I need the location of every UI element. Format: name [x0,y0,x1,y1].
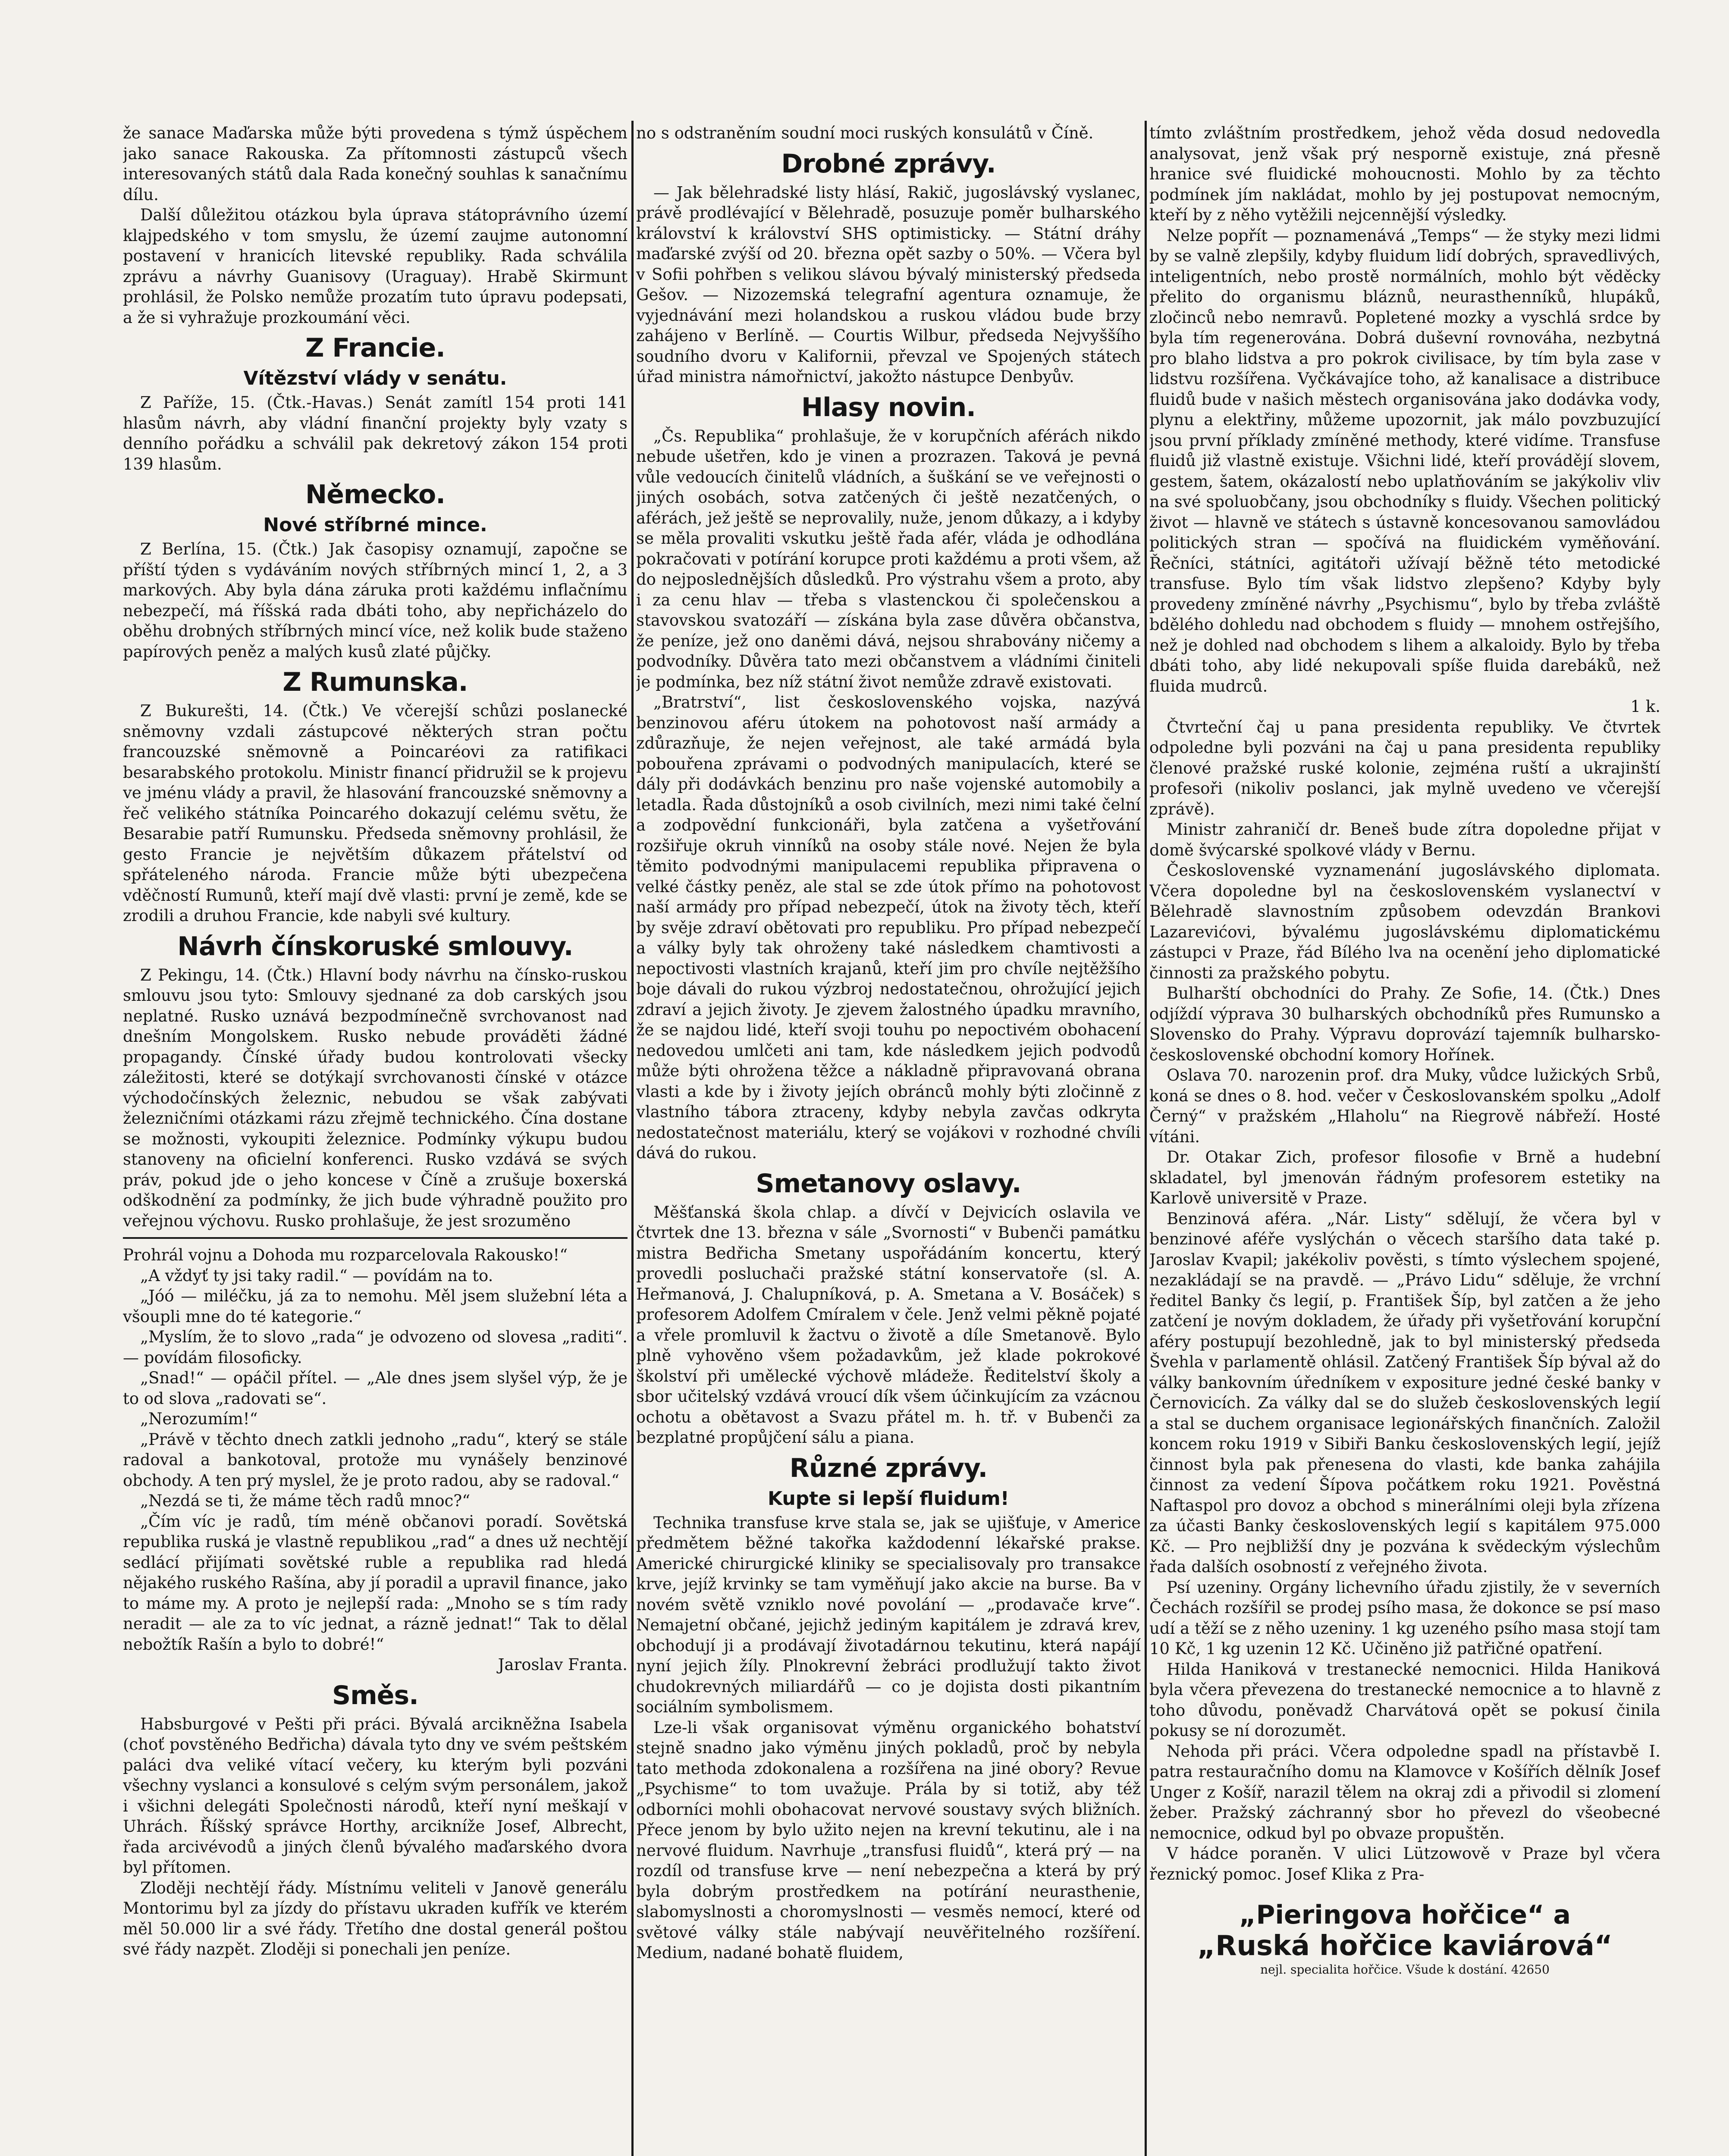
heading-smetanovy-oslavy: Smetanovy oslavy. [756,1168,1021,1199]
heading-smlouva: Návrh čínskoruské smlouvy. [177,931,573,962]
paragraph: Psí uzeniny. Orgány lichevního úřadu zjistily, že v severních Čechách rozšířil se prodej psího masa, že dokonce se psí maso udí a těží se z něho uzeniny. 1 kg uzeného psího masa stojí tam 10 Kč, 1 kg uzenin 12 Kč. Učiněno již patřičné opatření. [1149,1578,1660,1658]
paragraph: že sanace Maďarska může býti provedena s týmž úspěchem jako sanace Rakouska. Za přítomnosti zástupců všech interesovaných států dala Rada konečný souhlas k sanačnímu dílu. [123,124,628,204]
ad-note: nejl. specialita hořčice. Všude k dostání. 42650 [1260,1962,1550,1977]
heading-francie: Z Francie. [305,333,445,363]
paragraph: Československé vyznamenání jugoslávského diplomata. Včera dopoledne byl na československém vyslanectví v Bělehradě slavnostním způsobem odevzdán Brankovi Lazarevićovi, bývalému jugoslávskému diplomatickému zástupci v Praze, řád Bílého lva na ocenění jeho diplomatické činnosti za pražského pobytu. [1149,861,1660,982]
paragraph: — Jak bělehradské listy hlásí, Rakič, jugoslávský vyslanec, právě prodlévající v Bělehradě, posuzuje poměr bulharského království k království SHS optimisticky. — Státní dráhy maďarské zvýší od 20. března opět sazby o 50%. — Včera byl v Sofii pohřben s velikou slávou bývalý ministerský předseda Gešov. — Nizozemská telegrafní agentura oznamuje, že vyjednávání mezi holandskou a ruskou vládou bude brzy zahájeno v Berlíně. — Courtis Wilbur, předseda Nejvyššího soudního dvoru v Kalifornii, převzal ve Spojených státech úřad ministra námořnictví, jakožto nástupce Denbyův. [636,183,1141,386]
ad-headline-1: „Pieringova hořčice“ a [1239,1900,1571,1930]
paragraph: Měšťanská škola chlap. a dívčí v Dejvicích oslavila ve čtvrtek dne 13. března v sále „Svornosti“ v Bubenči památku mistra Bedřicha Smetany uspořádáním koncertu, který provedli posluchači pražské státní konservatoře (sl. A. Heřmanová, J. Chalupníková, p. A. Smetana a V. Bosáček) s profesorem Adolfem Cmíralem v čele. Jenž velmi pěkně pojaté a vřele promluvil k žactvu o životě a díle Smetanově. Bylo plně vyhověno všem požadavkům, jež klade pokrokové školství při umělecké výchově mládeže. Ředitelství školy a sbor učitelský vzdává vroucí dík všem účinkujícím za vzácnou ochotu a obětavost a Svazu přátel m. h. tř. v Bubenči za bezplatné propůjčení sálu a piana. [636,1203,1141,1447]
paragraph: „Čím víc je radů, tím méně občanovi poradí. Sovětská republika ruská je vlastně republikou „rad“ a dnes už nechtějí sedlácí přijímati sovětské ruble a republika rad hledá nějakého ruského Rašína, aby jí poradil a upravil finance, jako to máme my. A proto je nejlepší rada: „Mnoho se s tím rady neradit — ale za to víc jednat, a rázně jednat!“ Tak to dělal nebožtík Rašín a bylo to dobré!“ [123,1512,628,1654]
article-sanace [123,123,628,328]
paragraph: „Myslím, že to slovo „rada“ je odvozeno od slovesa „raditi“. — povídám filosoficky. [123,1328,628,1367]
advertisement [1149,1900,1660,1977]
column-left [123,123,628,2156]
subheading-mince: Nové stříbrné mince. [263,514,487,536]
paragraph: „Jóó — miléčku, já za to nemohu. Měl jsem služební léta a všoupli mne do té kategorie.“ [123,1287,628,1326]
paragraph: Hilda Haniková v trestanecké nemocnici. Hilda Haniková byla včera převezena do trestanecké nemocnice a to hlavně z toho důvodu, poněvadž Charvátová opět se pokusí činila pokusy se ní dorozumět. [1149,1660,1660,1740]
paragraph: tímto zvláštním prostředkem, jehož věda dosud nedovedla analysovat, jenž však prý nesporně existuje, zná přesně hranice své fluidické mohoucnosti. Mohlo by za těchto podmínek jím nakládat, mohlo by jej postupovat nemocným, kteří by z něho vytěžili nejcennější výsledky. [1149,124,1660,224]
subheading-fluidum: Kupte si lepší fluidum! [768,1487,1009,1510]
paragraph: „A vždyť ty jsi taky radil.“ — povídám na to. [140,1266,493,1285]
paragraph: no s odstraněním soudní moci ruských konsulátů v Číně. [636,124,1094,142]
paragraph: Prohrál vojnu a Dohoda mu rozparcelovala Rakousko!“ [123,1246,568,1264]
paragraph: Benzinová aféra. „Nár. Listy“ sdělují, že včera byl v benzinové aféře vyslýchán o věcech staršího data také p. Jaroslav Kvapil; jakékoliv pověsti, s tímto výslechem spojené, nezakládají se na pravdě. — „Právo Lidu“ sděluje, že vrchní ředitel Banky čs legií, p. František Šíp, byl zatčen a že jeho zatčení je novým dokladem, že úřady při vyšetřování korupční aféry postupují bezohledně, jak to byl ministerský předseda Švehla v parlamentě ohlásil. Zatčený František Šíp býval až do války bankovním úředníkem v expositure jedné české banky v Černovicích. Za války dal se do služeb československých legií a stal se duchem organisace legionářských finančních. Založil koncem roku 1919 v Sibiři Banku československých legií, jejíž činnost byla pak přenesena do vlasti, kde banka zahájila činnost za vedení Šípova počátkem roku 1921. Pověstná Naftaspol pro dovoz a obchod s minerálními oleji byla zřízena za účasti Banky československých legií s kapitálem 975.000 Kč. — Pro nejbližší dny je pozvána k svědeckým výslechům řada dalších osobností z veřejného života. [1149,1209,1660,1576]
paragraph: „Nezdá se ti, že máme těch radů mnoc?“ [140,1492,471,1510]
heading-nemecko: Německo. [305,479,445,510]
paragraph: Dr. Otakar Zich, profesor filosofie v Brně a hudební skladatel, byl jmenován řádným profesorem estetiky na Karlově universitě v Praze. [1149,1148,1660,1207]
paragraph: Technika transfuse krve stala se, jak se ujišťuje, v Americe předmětem běžné takořka každodenní lékařské prakse. Americké chirurgické kliniky se specialisovaly pro transakce krve, jejíž krvinky se tam vyměňují jako akcie na burse. Ba v novém světě vzniklo nové povolání — „prodavače krve“. Nemajetní občané, jejichž jediným kapitálem je zdravá krev, obchodují ji a prodávají životadárnou tekutinu, která napájí nyní jejich žíly. Plnokrevní žebráci prodlužují takto život chudokrevných miliardářů — co je dojista dosti pikantním sociálním symbolismem. [636,1513,1141,1716]
paragraph: Z Paříže, 15. (Čtk.-Havas.) Senát zamítl 154 proti 141 hlasům návrh, aby vládní finanční projekty byly vzaty s denního pořádku a schválil pak dekretový zákon 154 proti 139 hlasům. [123,393,628,473]
paragraph: Nehoda při práci. Včera odpoledne spadl na přístavbě I. patra restauračního domu na Klamovce v Košířích dělník Josef Unger z Košíř, narazil tělem na okraj zdi a přivodil si zlomení žeber. Pražský záchranný sbor ho převezl do všeobecné nemocnice, odkud byl po obvaze propuštěn. [1149,1742,1660,1843]
paragraph: Bulharští obchodníci do Prahy. Ze Sofie, 14. (Čtk.) Dnes odjíždí výprava 30 bulharských obchodníků přes Rumunsko a Slovensko do Prahy. Výpravu doprovází tajemník bulharsko-československé obchodní komory Hořínek. [1149,984,1660,1064]
heading-hlasy-novin: Hlasy novin. [801,392,976,423]
paragraph: Z Bukurešti, 14. (Čtk.) Ve včerejší schůzi poslanecké sněmovny vzdali zástupcové některých stran počtu francouzské sněmovně a Poincaréovi za ratifikaci besarabského protokolu. Ministr financí přidružil se k projevu ve jménu vlády a pravil, že hlasování francouzské sněmovny a řeč velikého státníka Poincarého dokazují celému světu, že Besarabie patří Rumunsku. Předseda sněmovny prohlásil, že gesto Francie je největším důkazem přátelství od spřáteleného národa. Francie může býti ubezpečena vděčností Rumunů, kteří mají dvě vlasti: první je země, kde se zrodili a druhou Francie, kde nabyli své kultury. [123,702,628,925]
column-right [1149,123,1660,2156]
paragraph: Ministr zahraničí dr. Beneš bude zítra dopoledne přijat v domě švýcarské spolkové vlády v Bernu. [1149,820,1660,859]
heading-rumunska: Z Rumunska. [282,667,468,697]
paragraph: „Čs. Republika“ prohlašuje, že v korupčních aférách nikdo nebude ušetřen, kdo je vinen a prozrazen. Taková je pevná vůle vedoucích činitelů vládních, a šuškání se ve veřejnosti o jiných osobách, sotva zatčených či ještě nezatčených, o aférách, jež ještě se neprovalily, nuže, jenom důkazy, a i kdyby se měla provaliti vskutku ještě řada afér, vláda je odhodlána pokračovati v potírání korupce proti každému a proti všem, až do nejposlednějších důsledků. Pro výstrahu všem a proto, aby i za cenu hlav — třeba s vlastenckou či společenskou a stavovskou svatozáří — získána byla zase důvěra občanstva, že peníze, jež ono daněmi dává, nejsou shrabovány ničemy a podvodníky. Důvěra tato mezi občanstvem a vládními činiteli je podmínka, bez níž státní život nemůže zdravě existovati. [636,426,1141,691]
paragraph: Oslava 70. narozenin prof. dra Muky, vůdce lužických Srbů, koná se dnes o 8. hod. večer v Českoslovanském spolku „Adolf Černý“ v pražském „Hlaholu“ na Riegrově nábřeží. Hosté vítáni. [1149,1066,1660,1146]
paragraph: Lze-li však organisovat výměnu organického bohatství stejně snadno jako výměnu jiných pokladů, proč by nebyla tato methoda zdokonalena a rozšířena na jiné obory? Revue „Psychisme“ to tom uvažuje. Prála by si totiž, aby též odborníci mohli obohacovat nervové soustavy svých bližních. Přece jenom by bylo užito nejen na krevní tekutinu, ale i na nervové fluidum. Navrhuje „transfusi fluidů“, která prý — na rozdíl od transfuse krve — není nebezpečna a která by prý byla dobrým prostředkem na potírání neurasthenie, slabomyslnosti a choromyslnosti — vesměs nemocí, které od světové války stále nabývají neuvěřitelného rozšíření. Medium, nadané bohatě fluidem, [636,1718,1141,1962]
signature: 1 k. [1630,697,1660,716]
article-feuilleton [123,1245,628,1675]
heading-drobne-zpravy: Drobné zprávy. [781,148,996,179]
paragraph: Nelze popřít — poznamenává „Temps“ — že styky mezi lidmi by se valně zlepšily, kdyby fluidum lidí dobrých, spravedlivých, inteligentních, nebo prostě normálních, mohlo být věděcky přelito do organismu bláznů, neurasthenníků, hlupáků, zločinců nebo nemravů. Popletené mozky a vyschlá srdce by byla tím regenerována. Dobrá duševní rovnováha, nezbytná pro blaho lidstva a pro pokrok civilisace, by tím byla zase v lidstvu rozšířena. Vyčkávajíce toho, až kanalisace a distribuce fluidů bude v našich městech organisována jako dodávka vody, plynu a elektřiny, můžeme upozornit, jak málo povzbuzující jsou první příklady zmíněné methody, které vidíme. Transfuse fluidů již vlastně existuje. Všichni lidé, kteří provádějí slovem, gestem, šatem, okázalostí nebo uplatňováním se jakýkoliv vliv na své spoluobčany, jsou obchodníky s fluidy. Všechen politický život — hlavně ve státech s ústavně koncesovanou samovládou politických stran — spočívá na fluidickém vyměňování. Řečníci, státníci, agitátoři užívají běžně této metodické transfuse. Bylo tím však lidstvo zlepšeno? Kdyby byly provedeny zmíněné návrhy „Psychismu“, bylo by třeba zvláště bdělého dohledu nad obchodem s fluidy — mnohem ostřejšího, než je dohled nad obchodem s lihem a alkaloidy. Bylo by třeba dbáti toho, aby lidé nekupovali spíše fluida darebáků, než fluida mudrců. [1149,226,1660,696]
ad-headline-2: „Ruská hořčice kaviárová“ [1197,1930,1613,1962]
section-divider [123,1237,628,1239]
paragraph: Zloději nechtějí řády. Místnímu veliteli v Janově generálu Montorimu byl za jízdy do přístavu ukraden kufřík ve kterém měl 50.000 lir a své řády. Třetího dne dostal generál poštou své řády nazpět. Zloději si ponechali jen peníze. [123,1878,628,1959]
paragraph: Z Berlína, 15. (Čtk.) Jak časopisy oznamují, započne se příští týden s vydáváním nových stříbrných mincí 1, 2, a 3 markových. Aby byla dána záruka proti každému inflačnímu nebezpečí, má říšská rada dbáti toho, aby nepřicházelo do oběhu drobných stříbrných mincí více, než kolik bude staženo papírových peněz a malých kusů zlaté půjčky. [123,540,628,661]
paragraph: „Bratrství“, list československého vojska, nazývá benzinovou aféru útokem na pohotovost naší armády a zdůrazňuje, že nejen veřejnost, ale také armádá byla pobouřena zprávami o podvodných manipulacích, které se dály při dodávkách benzinu pro naše vojenské automobily a letadla. Řada důstojníků a osob civilních, mezi nimi také čelní a zodpovědní funkcionáři, byla zatčena a vyšetřování rozšiřuje okruh vinníků na osoby stále nové. Nejen že byla těmito podvodnými manipulacemi republika připravena o velké částky peněz, ale stal se zde útok přímo na pohotovost naší armády pro případ nebezpečí, útok na životy těch, kteří by svěje zdraví obětovati pro republiku. Pro případ nebezpečí a války byly tak ohroženy také následkem chamtivosti a nepoctivosti vlastních krajanů, kteří jim pro chvíle nejtěžšího boje dávali do rukou výzbroj nedostatečnou, ohrožující jejich zdraví a jejich životy. Je zjevem žalostného úpadku mravního, že se najdou lidé, kteří svoji touhu po nepoctivém obohacení nedovedou umlčeti ani tam, kde následkem jejich podvodů může býti ohrožena těžce a nákladně připravovaná obrana vlasti a kde by i životy jejích obránců mohly býti zločinně z vlastního tábora ztraceny, kdyby nebyla zavčas odkryta nedostatečnost materiálu, který se vojákovi v rozhodné chvíli dává do rukou. [636,693,1141,1162]
column-rule-left [631,121,634,2156]
heading-smes: Směs. [332,1680,418,1711]
heading-ruzne-zpravy: Různé zprávy. [789,1453,988,1483]
paragraph: Habsburgové v Pešti při práci. Bývalá arcikněžna Isabela (choť povstěného Bedřicha) dávala tyto dny ve svém peštském paláci dva veliké vítací večery, ku kterým byli pozváni všechny vyslanci a konsulové s celým svým personálem, jakož i všichni delegáti Společnosti národů, kteří nyní meškají v Uhrách. Říšský správce Horthy, arcikníže Josef, Albrecht, řada arcivévodů a jiných členů bývalého maďarského dvora byl přítomen. [123,1714,628,1877]
paragraph: „Právě v těchto dnech zatkli jednoho „radu“, který se stále radoval a bankotoval, protože mu vynášely benzinové obchody. A ten prý myslel, že je proto radou, aby se radoval.“ [123,1430,628,1490]
subheading-senat: Vítězství vlády v senátu. [243,367,507,389]
paragraph: Z Pekingu, 14. (Čtk.) Hlavní body návrhu na čínsko-ruskou smlouvu jsou tyto: Smlouvy sjednané za dob carských jsou neplatné. Rusko uznává bezpodmínečně svrchovanost nad dnešním Mongolskem. Rusko nebude prováděti žádné propagandy. Čínské úřady budou kontrolovati všecky záležitosti, které se dotýkají svrchovanosti čínské v otázce východočínských železnic, nebudou se však zabývati železničními otázkami rázu zřejmě technického. Čína dostane se možnosti, vykoupiti železnice. Podmínky výkupu budou stanoveny na oficielní konferenci. Rusko vzdává se svých práv, pokud jde o jeho koncese v Číně a zrušuje boxerská odškodnění za podmínky, že jich bude výhradně použito pro veřejnou výchovu. Rusko prohlašuje, že jest srozuměno [123,965,628,1230]
column-rule-right [1145,121,1147,2156]
paragraph: „Nerozumím!“ [140,1410,258,1428]
paragraph: „Snad!“ — opáčil přítel. — „Ale dnes jsem slyšel výp, že je to od slova „radovati se“. [123,1369,628,1408]
paragraph: Čtvrteční čaj u pana presidenta republiky. Ve čtvrtek odpoledne byli pozváni na čaj u pana presidenta republiky členové pražské ruské kolonie, zejména ruští a ukrajinští profesoři (nikoliv poslanci, jak mylně uvedeno ve včerejší zprávě). [1149,718,1660,818]
paragraph: V hádce poraněn. V ulici Lützowově v Praze byl včera řeznický pomoc. Josef Klika z Pra- [1149,1844,1660,1883]
column-middle [636,123,1141,2156]
paragraph: Další důležitou otázkou byla úprava státoprávního území klajpedského v tom smyslu, že území zaujme autonomní postavení v hranicích litevské republiky. Rada schválila zprávu a návrhy Guanisovy (Uraguay). Hrabě Skirmunt prohlásil, že Polsko nemůže prozatím tuto úpravu podepsati, a že si vyhražuje prozkoumání věci. [123,206,628,327]
signature: Jaroslav Franta. [498,1655,628,1674]
